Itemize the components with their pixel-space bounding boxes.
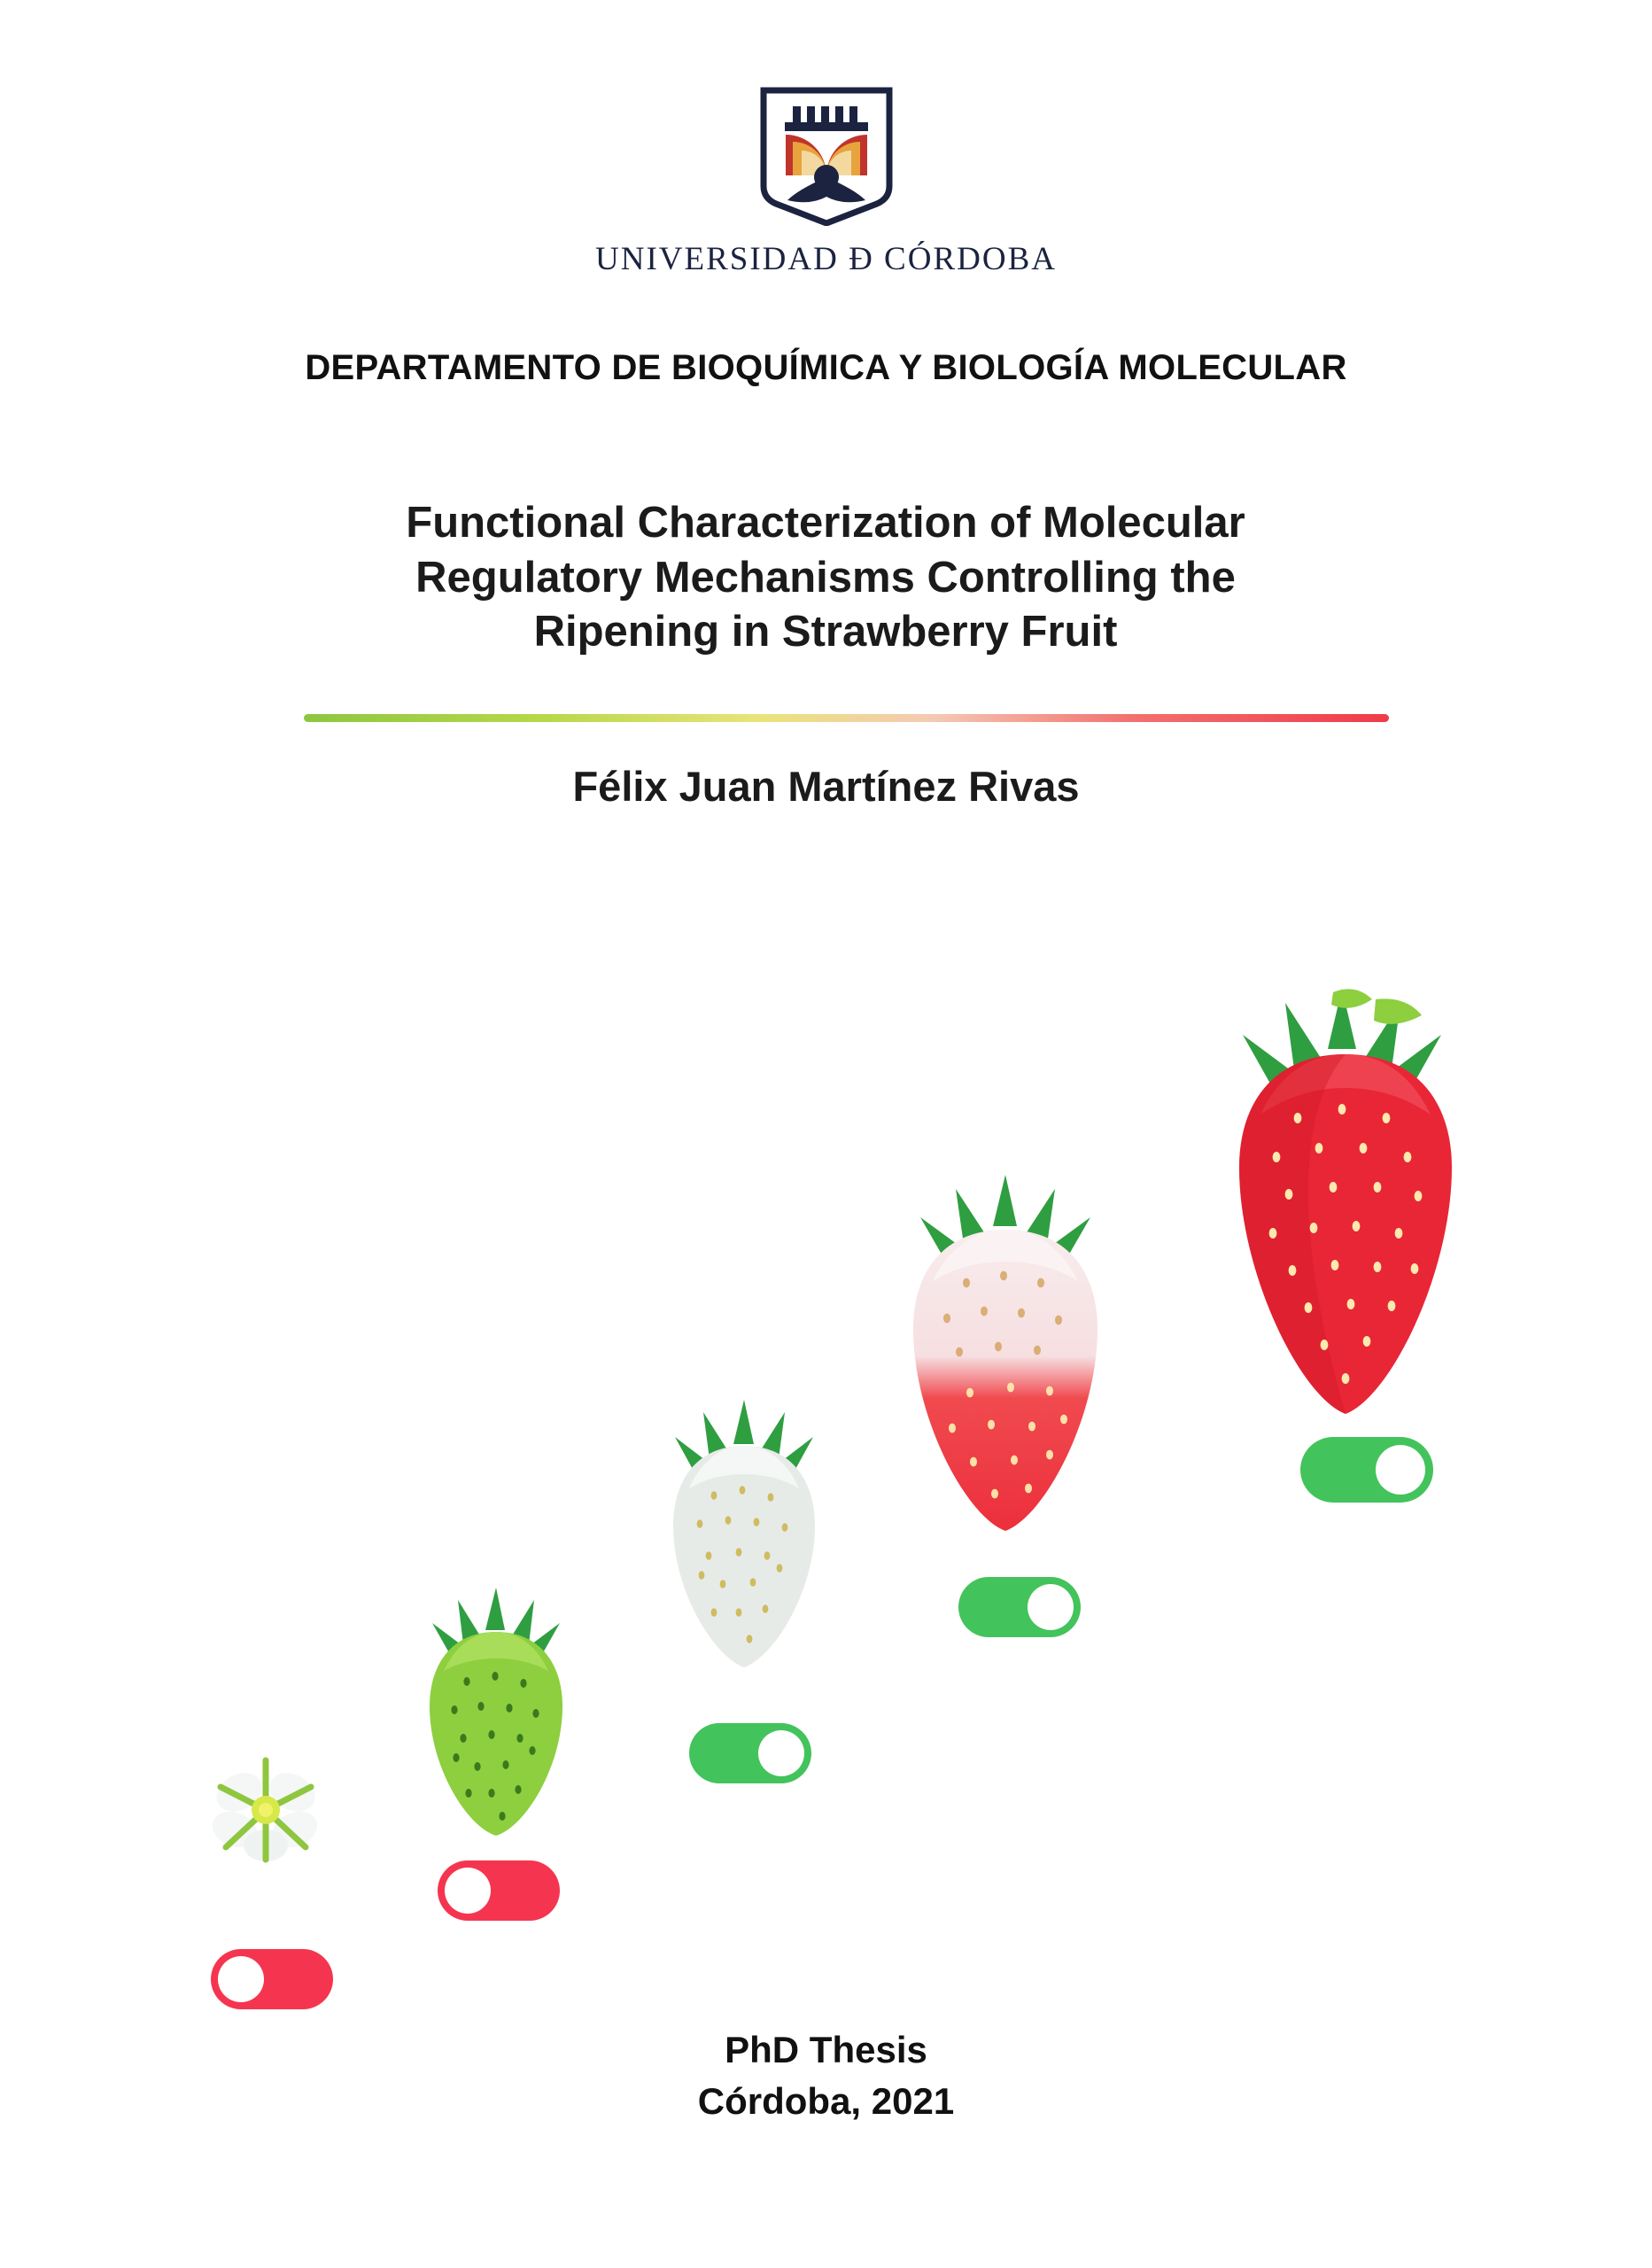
thesis-type: PhD Thesis (725, 2029, 927, 2070)
toggle-knob (1028, 1584, 1074, 1630)
toggle-knob (1376, 1445, 1425, 1495)
title-line-1: Functional Characterization of Molecular (406, 499, 1245, 547)
page-title (206, 496, 1446, 660)
author-name: Félix Juan Martínez Rivas (572, 763, 1080, 810)
title-line-3: Ripening in Strawberry Fruit (533, 608, 1118, 656)
toggle-ripe-fruit[interactable] (1300, 1437, 1433, 1503)
stage-ripe-fruit (1200, 983, 1493, 1426)
toggle-knob (758, 1730, 804, 1776)
toggle-white-fruit[interactable] (689, 1723, 811, 1783)
place-year: Córdoba, 2021 (697, 2080, 955, 2122)
toggle-flower[interactable] (211, 1949, 333, 2009)
university-crest-icon (751, 71, 902, 226)
ripening-illustration (0, 921, 1652, 2011)
toggle-green-fruit[interactable] (438, 1860, 560, 1921)
department-line: DEPARTAMENTO DE BIOQUÍMICA Y BIOLOGÍA MOLECULAR (305, 348, 1347, 387)
document-footer (0, 2029, 1652, 2123)
stage-flower (199, 1741, 332, 1874)
university-wordmark: UNIVERSIDAD Ð CÓRDOBA (595, 241, 1057, 277)
stage-turning-fruit (881, 1169, 1129, 1542)
title-divider (304, 714, 1389, 722)
toggle-knob (445, 1868, 491, 1914)
toggle-knob (218, 1956, 264, 2002)
title-line-2: Regulatory Mechanisms Controlling the (415, 553, 1236, 602)
university-logo-block (0, 71, 1652, 278)
toggle-turning-fruit[interactable] (958, 1577, 1081, 1637)
stage-green-fruit (403, 1577, 589, 1843)
stage-white-fruit (647, 1391, 842, 1674)
